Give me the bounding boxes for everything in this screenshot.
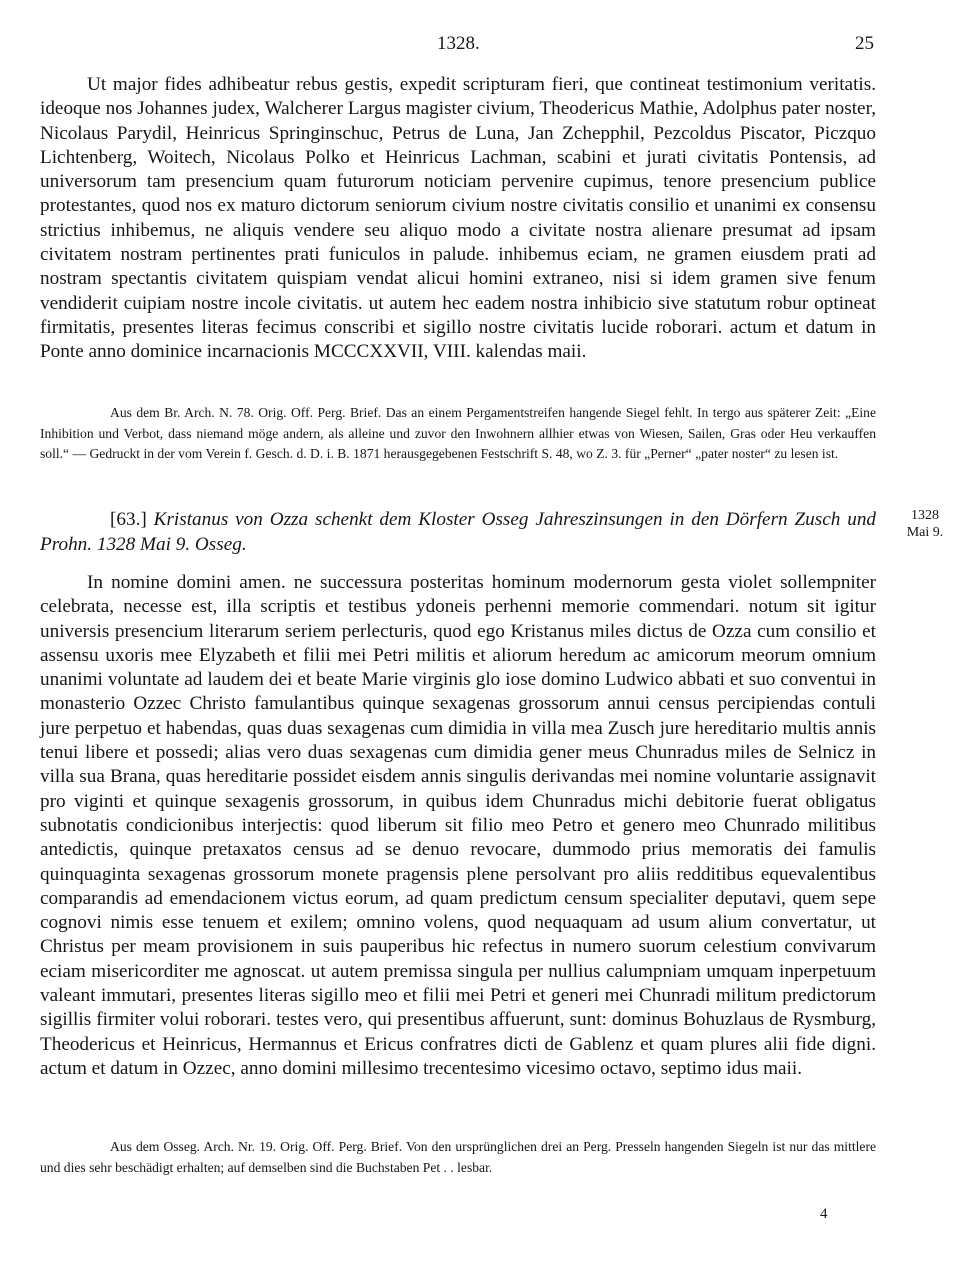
margin-date <box>898 507 952 541</box>
source-note-62: Aus dem Br. Arch. N. 78. Orig. Off. Perg. Brief. Das an einem Pergamentstreifen hangende Siegel fehlt. In tergo aus späterer Zeit: „Eine Inhibition und Verbot, dass niemand möge andern, als alleine und zuvor den Inwohnern allhier etwas von Wiesen, Sailen, Gras oder Heu verkauffen soll.“ — Gedruckt in der vom Verein f. Gesch. d. D. i. B. 1871 herausgegebenen Festschrift S. 48, wo Z. 3. für „Perner“ „pater noster“ zu lesen ist. <box>40 405 876 462</box>
margin-date-day: Mai 9. <box>906 525 944 540</box>
page-number: 25 <box>855 33 874 54</box>
page-header <box>0 33 960 59</box>
margin-date-year: 1328 <box>911 508 939 523</box>
document-title: Kristanus von Ozza schenkt dem Kloster Osseg Jahreszinsungen in den Dörfern Zusch und Prohn. 1328 Mai 9. Osseg. <box>40 509 877 555</box>
charter-text: In nomine domini amen. ne successura posteritas hominum modernorum gesta violet sollempniter celebrata, necesse est, illa scriptis et testibus ydoneis perhenni memorie commendari. notum sit igitur universis presencium literarum seriem perlecturis, quod ego Kristanus miles dictus de Ozza cum consilio et assensu uxoris mee Elyzabeth et filii mei Petri militis et aliorum heredum ac amicorum meorum omnium unanimi voluntate ad laudem dei et beate Marie virginis glo iose domino Ludwico abbati et suo conventui in monasterio Ozzec Christo famulantibus quinque sexagenas grossorum annui census percipiendas contuli jure perpetuo et habendas, quas duas sexagenas cum dimidia in villa mea Zusch jure hereditario multis annis tenui libere et possedi; alias vero duas sexagenas cum dimidia gener meus Chunradus miles de Selnicz in villa sua Brana, quas hereditarie possidet eisdem annis singulis derivandas mei nomine voluntarie assignavit pro viginti et quinque sexagenis grossorum, in quibus idem Chunradus michi debitorie fuerat obligatus subnotatis condicionibus interjectis: quod liberum sit filio meo Petro et genero meo Chunrado militibus antedictis, quinque pretaxatos census ad se denuo revocare, dummodo prius memoratis dei famulis quinquaginta sexagenas grossorum monete pragensis plene persolvant pro aliis redditibus equevalentibus comparandis ad emendacionem victus eorum, ad quam predictum censum specialiter deputavi, quem sepe cognovi nimis esse tenuem et exilem; omnino volens, quod nequaquam ad usum alium convertatur, ut Christus per meam provisionem in suis pauperibus hic refectus in numero suorum celestium convivarum eciam misericorditer me agnoscat. ut autem premissa singula per nullius calumpniam umquam inperpetuum valeant immutari, presentes literas sigillo meo et filii mei Petri et generi mei Chunradi militum predictorum sigillis firmiter volui roborari. testes vero, qui presentibus affuerunt, sunt: dominus Bohuzlaus de Rysmburg, Theodericus et Heinricus, Hermannus et Ericus confratres dicti de Gablenz et quam plures alii fide digni. actum et datum in Ozzec, anno domini millesimo trecentesimo vicesimo octavo, septimo idus maii. <box>40 572 876 1079</box>
running-year: 1328. <box>437 33 480 54</box>
source-note-63: Aus dem Osseg. Arch. Nr. 19. Orig. Off. Perg. Brief. Von den ursprünglichen drei an Perg. Presseln hangenden Siegeln ist nur das mittlere und dies sehr beschädigt erhalten; auf demselben sind die Buchstaben Pet . . lesbar. <box>40 1139 876 1175</box>
document-number: [63.] <box>110 509 147 530</box>
signature-mark: 4 <box>820 1206 828 1222</box>
document-heading <box>40 507 876 557</box>
continuation-paragraph: Ut major fides adhibeatur rebus gestis, expedit scripturam fieri, que contineat testimonium veritatis. ideoque nos Johannes judex, Walcherer Largus magister civium, Theodericus Mathie, Adolphus pater noster, Nicolaus Parydil, Heinricus Springinschuc, Petrus de Luna, Jan Zchepphil, Pezcoldus Piscator, Piczquo Lichtenberg, Woitech, Nicolaus Polko et Heinricus Lachman, scabini et jurati civitatis Pontensis, ad universorum tam presencium quam futurorum noticiam pervenire cupimus, tenore presencium publice protestantes, quod nos ex maturo dictorum seniorum civium nostre civitatis consilio et unanimi ex consensu strictius inhibemus, ne aliquis vendere seu aliquo modo a civitate nostra alienare presumat ad ipsam civitatem nostram pertinentes prati funiculos in palude. inhibemus eciam, ne gramen eiusdem prati ad nostram spectantis civitatem quispiam vendat alicui homini extraneo, nisi si idem gramen sive fenum vendiderit cuipiam nostre incole civitatis. ut autem hec eadem nostra inhibicio sive statutum robur optineat firmitatis, presentes literas fecimus conscribi et sigillo nostre civitatis lucide roborari. actum et datum in Ponte anno dominice incarnacionis MCCCXXVII, VIII. kalendas maii. <box>40 74 876 363</box>
